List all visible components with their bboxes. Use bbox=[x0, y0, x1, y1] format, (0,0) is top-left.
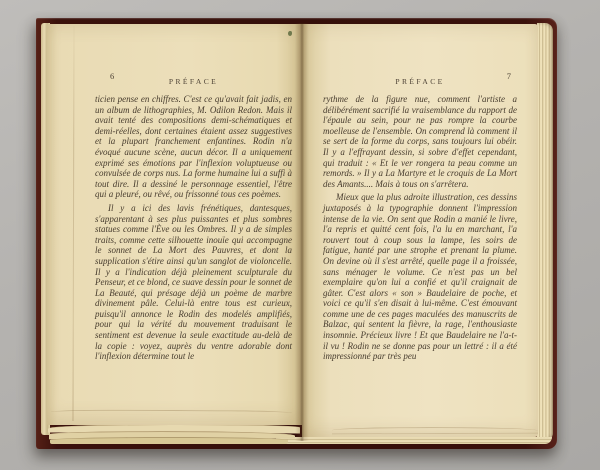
page-edge-stack-bottom bbox=[276, 437, 552, 444]
right-page-number: 7 bbox=[506, 71, 511, 81]
paragraph: Mieux que la plus adroite illustration, ces dessins juxtaposés à la typographie donnent l'impression intense de la vie. On sent que Rodin a manié le livre, l'a repris et quitté cent fois, l'a lu en marchant, l'a rouvert tout à coup sous la lampe, les soirs de fatigue, hanté par une strophe et prenant la plume. On devine où il s'est arrêté, quelle page il a froissée, sans ménager le volume. Ce n'est pas un bel exemplaire qu'on lui a confié et qu'il craignait de gâter. C'est alors « son » Baudelaire de poche, et voici ce qu'il s'en disait à lui-même. C'est émouvant comme une de ces pages maculées des manuscrits de Balzac, qui sentent la fièvre, la rage, l'enthousiaste insomnie. Précieux livre ! Et que Baudelaire ne l'a-t-il vu ! Rodin ne se donne pas pour un lettré : il a été impressionné par très peu bbox=[323, 192, 517, 362]
paragraph: Il y a ici des lavis frénétiques, dantesques, s'apparentant à ses plus puissantes et plus sombres statues comme l'Ève ou les Ombres. Il y a de simples traits, comme cette silhouette inouïe qui accompagne le sonnet de La Mort des Pauvres, et dont la supplication s'étire ainsi qu'un sanglot de violoncelle. Il y a l'indication déjà pleinement sculpturale du Penseur, et ce blond, ce suave dessin pour le sonnet de La Beauté, qui présage déjà un poème de marbre divinement pâle. Celui-là entre tous est curieux, puisqu'il annonce le Rodin des modelés amplifiés, pour qui la vérité du mouvement traduisant le sentiment est devenue la seule exactitude au-delà de la copie : voyez, auprès du ventre adorable dont l'inflexion détermine tout le bbox=[95, 202, 292, 362]
page-crease bbox=[72, 26, 74, 421]
page-edge-stack-right bbox=[537, 23, 553, 441]
left-page bbox=[47, 24, 302, 425]
left-running-title: PRÉFACE bbox=[168, 77, 219, 86]
page-bottom-edge-lines bbox=[332, 427, 538, 435]
deckle-edge bbox=[50, 437, 288, 444]
paragraph: rythme de la figure nue, comment l'artiste a délibérément sacrifié la vraisemblance du rapport de l'épaule au sein, pour ne pas rompre la courbe moelleuse de l'ensemble. On comprend là comment il se sert de la forme du corps, sans toujours lui obéir. Il y a l'effrayant dessin, si sobre d'effet cependant, qui traduit : « Et le ver rongera ta peau comme un remords. » Il y a La Martyre et le croquis de La Mort des Amants.... Mais à tous on s'arrêtera. bbox=[323, 94, 517, 189]
right-page-body bbox=[323, 94, 517, 362]
right-running-title: PRÉFACE bbox=[395, 77, 445, 86]
page-fold-line bbox=[51, 409, 292, 415]
left-page-number: 6 bbox=[110, 71, 115, 81]
book bbox=[36, 18, 557, 449]
right-page-header bbox=[323, 71, 517, 86]
binding-thread-speck bbox=[288, 31, 292, 36]
right-page bbox=[302, 24, 538, 437]
right-page-content bbox=[323, 24, 517, 362]
paragraph: ticien pense en chiffres. C'est ce qu'avait fait jadis, en un album de lithographies, M. Odilon Redon. Mais il avait tenté des compositions demi-schématiques et demi-réelles, dont certaines étaient assez suggestives et la plupart franchement enfantines. Rodin n'a évoqué aucune scène, aucun décor. Il a uniquement exprimé ses émotions par l'inflexion voluptueuse ou convulsée de corps nus. La forme humaine lui a suffi à tout dire. Il a dessiné le personnage essentiel, l'être qui a pleuré, ou rêvé, ou frissonné tous ces poèmes. bbox=[95, 94, 292, 200]
left-page-body bbox=[95, 94, 292, 362]
left-page-content bbox=[95, 24, 292, 362]
left-page-header bbox=[95, 71, 292, 86]
